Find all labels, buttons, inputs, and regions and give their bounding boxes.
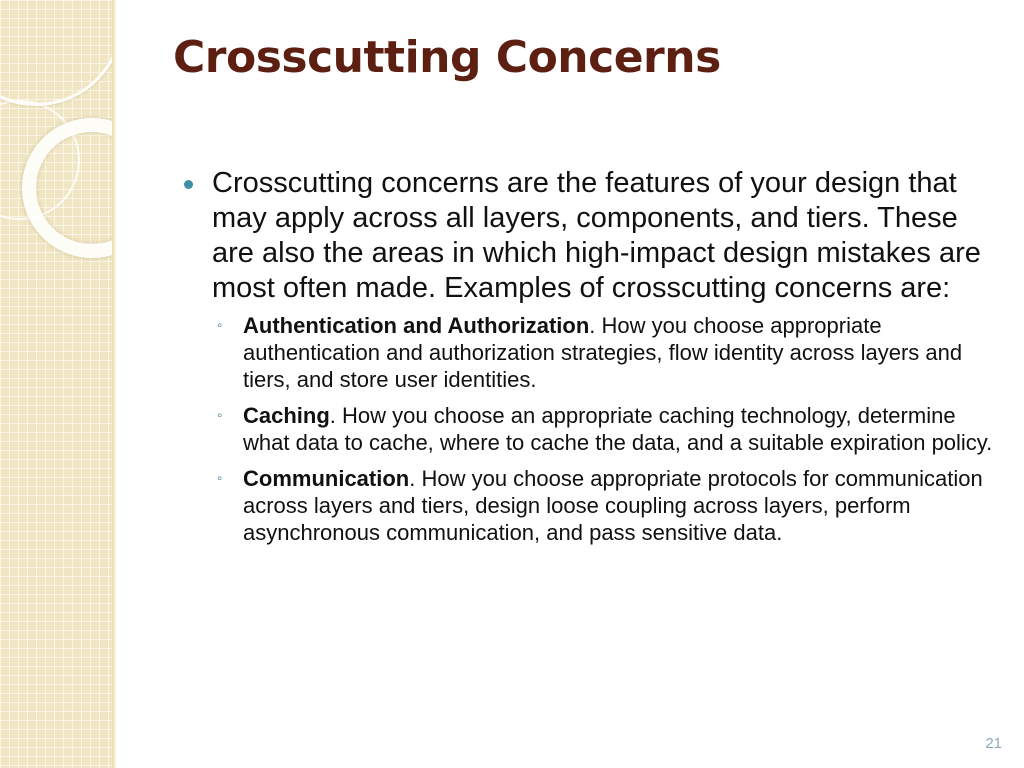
- hollow-circle-bullet-icon: ◦: [217, 317, 223, 334]
- sub-bullet-term: Authentication and Authorization: [243, 313, 590, 338]
- sub-bullet-item: [184, 312, 994, 393]
- decorative-ring: [0, 0, 112, 106]
- sub-bullet-text: . How you choose appropriate authentication and authorization strategies, flow identity across layers and tiers, and store user identities.: [243, 313, 963, 392]
- page-number: 21: [985, 735, 1002, 752]
- hollow-circle-bullet-icon: ◦: [217, 407, 223, 424]
- sub-bullet-list: [184, 312, 994, 546]
- sub-bullet-term: Communication: [243, 466, 410, 491]
- slide-title: Crosscutting Concerns: [173, 32, 721, 83]
- sub-bullet-term: Caching: [243, 403, 330, 428]
- slide-content: [184, 166, 994, 555]
- main-bullet-item: [184, 166, 994, 306]
- main-bullet-text: Crosscutting concerns are the features of your design that may apply across all layers, components, and tiers. These are also the areas in which high-impact design mistakes are most often made. Examples of crosscutting concerns are:: [212, 167, 981, 304]
- sub-bullet-item: [184, 465, 994, 546]
- sub-bullet-item: [184, 402, 994, 456]
- sub-bullet-text: . How you choose an appropriate caching technology, determine what data to cache, where to cache the data, and a suitable expiration policy.: [243, 403, 993, 455]
- decorative-side-strip: [0, 0, 112, 768]
- bullet-dot-icon: [184, 180, 193, 189]
- sub-bullet-text: . How you choose appropriate protocols for communication across layers and tiers, design loose coupling across layers, perform asynchronous communication, and pass sensitive data.: [243, 466, 983, 545]
- hollow-circle-bullet-icon: ◦: [217, 470, 223, 487]
- side-strip-edge: [112, 0, 116, 768]
